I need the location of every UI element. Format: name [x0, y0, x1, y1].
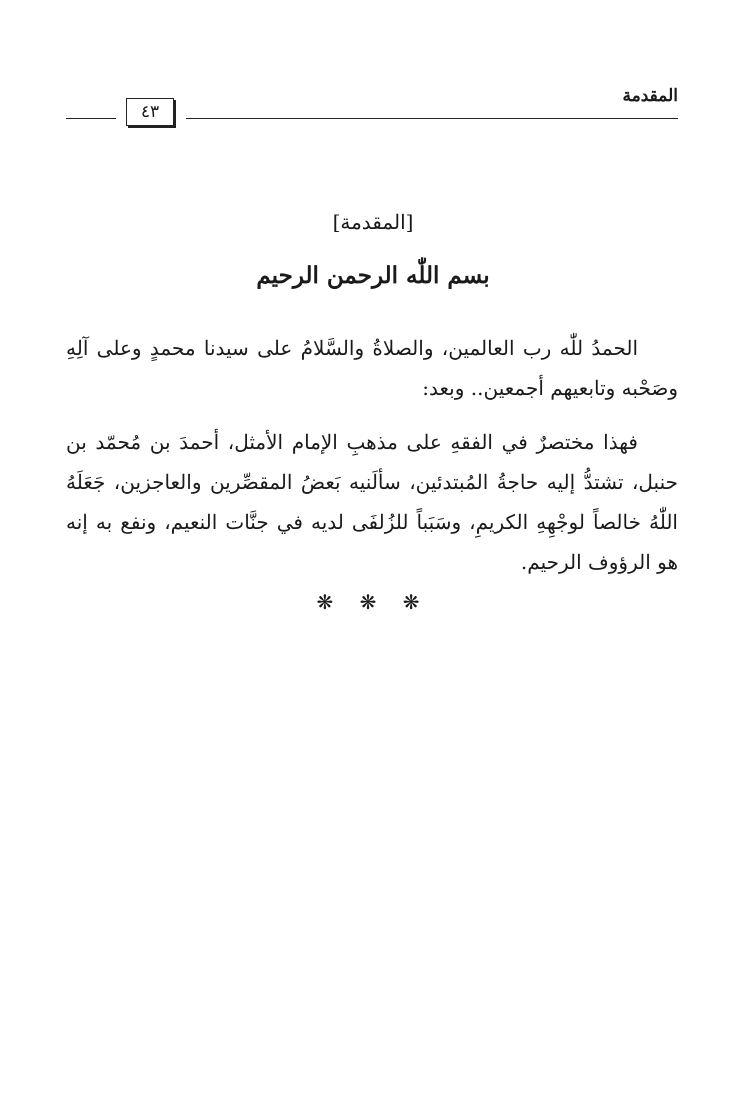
- header-rule-left: [66, 118, 116, 119]
- body-text: [66, 328, 678, 596]
- page-number: ٤٣: [140, 101, 160, 122]
- header-rule-right: [186, 118, 678, 119]
- paragraph-praise: الحمدُ للّٰه رب العالمين، والصلاةُ والسَّلامُ على سيدنا محمدٍ وعلى آلِهِ وصَحْبه وتابعيهم أجمعين.. وبعد:: [66, 336, 678, 400]
- section-separator: ❋ ❋ ❋: [316, 590, 430, 614]
- paragraph-intro: فهذا مختصرٌ في الفقهِ على مذهبِ الإمام الأمثل، أحمدَ بن مُحمّد بن حنبل، تشتدُّ إليه حاجةُ المُبتدئين، سألَنيه بَعضُ المقصِّرين والعاجزين، جَعَلَهُ اللّٰهُ خالصاً لوجْهِهِ الكريمِ، وسَبَباً للزُلفَى لديه في جنَّات النعيم، ونفع به إنه هو الرؤوف الرحيم.: [66, 430, 678, 574]
- section-heading: [المقدمة]: [332, 210, 414, 234]
- page-number-box: [126, 98, 174, 126]
- basmala-heading: بسم اللّٰه الرحمن الرحيم: [256, 262, 490, 289]
- running-header-title: المقدمة: [622, 86, 678, 106]
